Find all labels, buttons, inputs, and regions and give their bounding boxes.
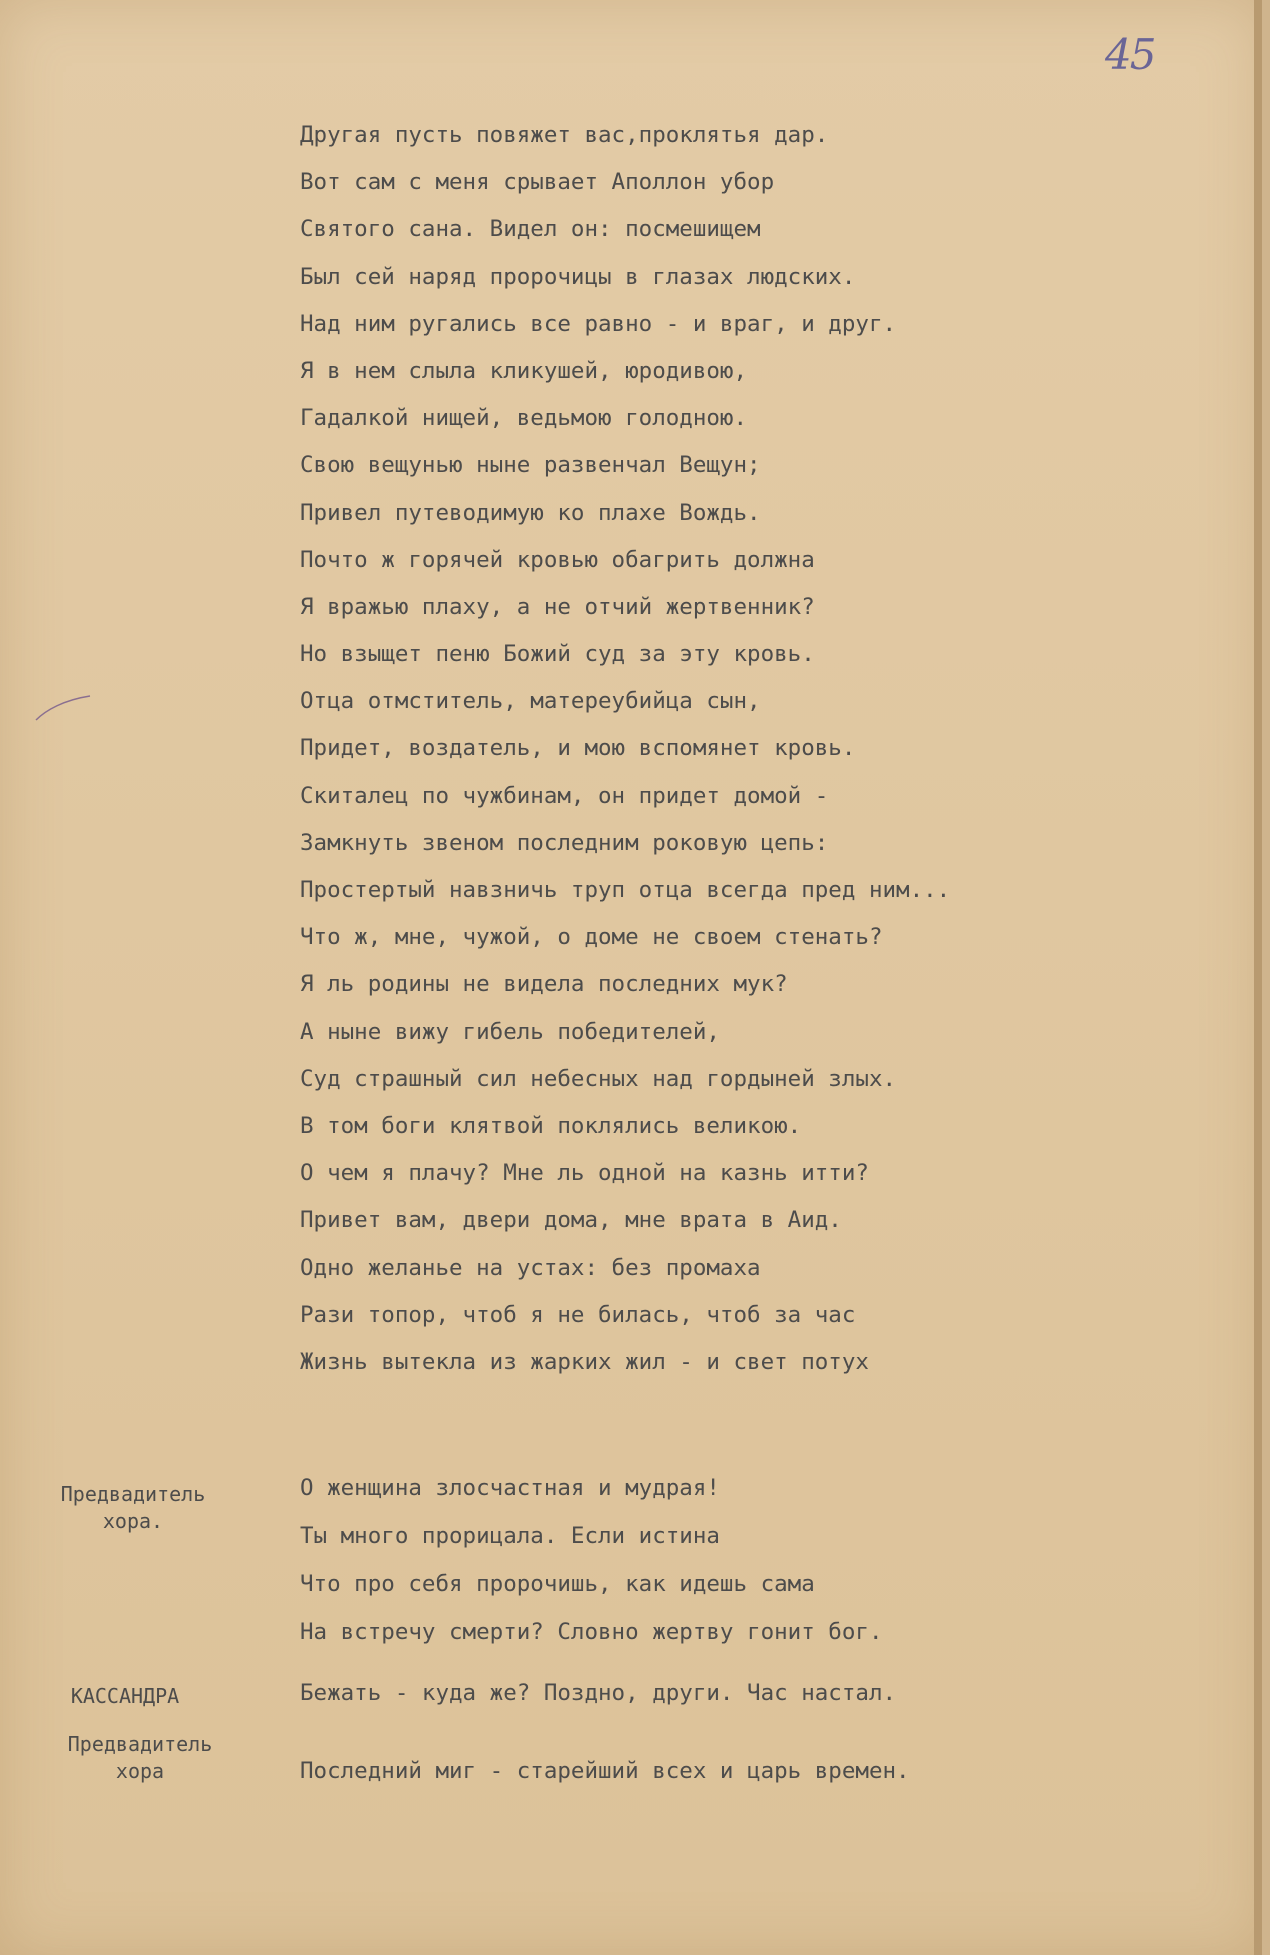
verse-line: Я в нем слыла кликушей, юродивою, (300, 357, 748, 384)
dialogue-line: Ты много прорицала. Если истина (300, 1523, 720, 1549)
speaker-chorus-leader-1 (28, 1481, 238, 1535)
verse-block (300, 112, 950, 1386)
verse-line: Привел путеводимую ко плахе Вождь. (300, 499, 761, 526)
page-number: 45 (1105, 30, 1155, 79)
speaker-label: Предвадитель (67, 1732, 213, 1756)
pencil-margin-mark (34, 690, 94, 730)
verse-line: Отца отмститель, матереубийца сын, (300, 688, 761, 715)
verse-line: Святого сана. Видел он: посмешищем (300, 216, 761, 243)
verse-line: Гадалкой нищей, ведьмою голодною. (300, 405, 748, 432)
verse-line: Привет вам, двери дома, мне врата в Аид. (300, 1207, 842, 1234)
verse-line: Одно желанье на устах: без промаха (300, 1254, 761, 1281)
speaker-label: хора (115, 1759, 165, 1783)
verse-line: Над ним ругались все равно - и враг, и друг. (300, 310, 897, 337)
verse-line: Жизнь вытекла из жарких жил - и свет потух (300, 1348, 869, 1375)
verse-line: Почто ж горячей кровью обагрить должна (300, 546, 815, 573)
verse-line: Я ль родины не видела последних мук? (300, 971, 788, 998)
verse-line: Суд страшный сил небесных над гордыней злых. (300, 1065, 897, 1092)
verse-line: Придет, воздатель, и мою вспомянет кровь. (300, 735, 856, 762)
verse-line: Был сей наряд пророчицы в глазах людских. (300, 263, 856, 290)
verse-line: Замкнуть звеном последним роковую цепь: (300, 829, 829, 856)
speaker-label: Предвадитель (60, 1482, 206, 1506)
dialogue-line: На встречу смерти? Словно жертву гонит бог. (300, 1619, 883, 1645)
verse-line: Свою вещунью ныне развенчал Вещун; (300, 452, 761, 479)
page-edge (1254, 0, 1262, 1955)
verse-line: Вот сам с меня срывает Аполлон убор (300, 169, 775, 196)
verse-line: В том боги клятвой поклялись великою. (300, 1112, 802, 1139)
speaker-cassandra (30, 1683, 220, 1710)
verse-line: О чем я плачу? Мне ль одной на казнь итти? (300, 1160, 869, 1187)
verse-line: Скиталец по чужбинам, он придет домой - (300, 782, 829, 809)
verse-line: Простертый навзничь труп отца всегда пред ним... (300, 877, 951, 903)
speaker-chorus-leader-2 (40, 1731, 240, 1785)
verse-line: Что ж, мне, чужой, о доме не своем стенать? (300, 924, 883, 951)
verse-line: Но взыщет пеню Божий суд за эту кровь. (300, 641, 815, 668)
verse-line: А ныне вижу гибель победителей, (300, 1018, 720, 1045)
speaker-label: КАССАНДРА (70, 1684, 180, 1708)
dialogue-line: О женщина злосчастная и мудрая! (300, 1475, 720, 1501)
verse-line: Рази топор, чтоб я не билась, чтоб за час (300, 1301, 856, 1328)
dialogue-line: Последний миг - старейший всех и царь времен. (300, 1758, 910, 1784)
dialogue-line: Бежать - куда же? Поздно, други. Час настал. (300, 1680, 897, 1706)
verse-line: Другая пусть повяжет вас,проклятья дар. (300, 122, 829, 148)
speaker-label: хора. (102, 1509, 164, 1533)
dialogue-line: Что про себя пророчишь, как идешь сама (300, 1571, 815, 1597)
verse-line: Я вражью плаху, а не отчий жертвенник? (300, 593, 815, 620)
